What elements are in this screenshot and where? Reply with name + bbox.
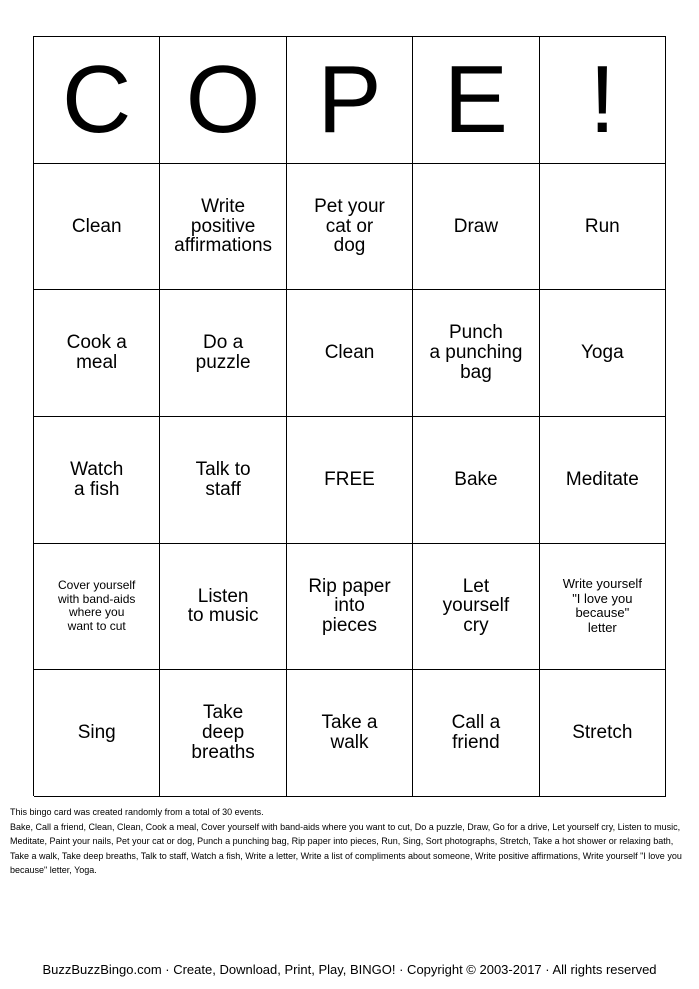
- bingo-row: [34, 417, 666, 544]
- bingo-cell: [540, 164, 666, 291]
- bingo-cell: [160, 417, 286, 544]
- bingo-cell: [287, 670, 413, 797]
- cell-text: Yoga: [581, 342, 624, 364]
- header-cell: [160, 37, 286, 164]
- card-info: [10, 805, 690, 878]
- header-letter: C: [62, 45, 132, 153]
- bingo-row: [34, 164, 666, 291]
- bingo-cell: [413, 417, 539, 544]
- cell-text: Talk to staff: [195, 458, 251, 500]
- bingo-row: [34, 670, 666, 797]
- cell-text: Do a puzzle: [195, 332, 251, 374]
- cell-text: Cover yourself with band-aids where you want to cut: [58, 577, 136, 634]
- bingo-cell: [287, 290, 413, 417]
- header-letter: O: [185, 45, 261, 153]
- header-letter: E: [443, 45, 508, 153]
- cell-text: Sing: [77, 722, 116, 744]
- bingo-row: [34, 544, 666, 671]
- bingo-cell: [160, 164, 286, 291]
- cell-text: Call a friend: [451, 712, 501, 754]
- bingo-cell: [34, 670, 160, 797]
- bingo-cell: [540, 544, 666, 671]
- cell-text: Run: [584, 215, 620, 237]
- bingo-row: [34, 290, 666, 417]
- header-cell: [287, 37, 413, 164]
- bingo-cell: [34, 164, 160, 291]
- cell-text: Watch a fish: [70, 458, 124, 500]
- header-letter: P: [317, 45, 382, 153]
- cell-text: Take deep breaths: [191, 702, 255, 764]
- bingo-cell: [34, 417, 160, 544]
- cell-text: Rip paper into pieces: [308, 575, 391, 637]
- bingo-cell: [287, 164, 413, 291]
- free-cell: [287, 417, 413, 544]
- bingo-cell: [413, 544, 539, 671]
- cell-text: Cook a meal: [66, 332, 127, 374]
- bingo-cell: [540, 290, 666, 417]
- header-letter: !: [588, 45, 616, 153]
- header-cell: [413, 37, 539, 164]
- cell-text: Bake: [454, 468, 498, 490]
- cell-text: Write yourself "I love you because" letter: [562, 575, 642, 636]
- cell-text: Punch a punching bag: [429, 322, 523, 384]
- header-cell: [540, 37, 666, 164]
- creation-note: This bingo card was created randomly from a total of 30 events.: [10, 807, 264, 817]
- cell-text: Let yourself cry: [442, 575, 510, 637]
- bingo-cell: [413, 670, 539, 797]
- cell-text: Meditate: [565, 468, 639, 490]
- cell-text: Clean: [324, 342, 375, 364]
- bingo-cell: [160, 544, 286, 671]
- bingo-cell: [160, 670, 286, 797]
- footer: BuzzBuzzBingo.com · Create, Download, Print, Play, BINGO! · Copyright © 2003-2017 · All rights reserved: [42, 962, 657, 977]
- bingo-cell: [540, 670, 666, 797]
- cell-text: Take a walk: [321, 712, 378, 754]
- bingo-cell: [413, 290, 539, 417]
- bingo-cell: [287, 544, 413, 671]
- header-cell: [34, 37, 160, 164]
- cell-text: Listen to music: [187, 585, 259, 627]
- bingo-cell: [540, 417, 666, 544]
- cell-text: Pet your cat or dog: [314, 195, 385, 257]
- bingo-cell: [413, 164, 539, 291]
- event-list: Bake, Call a friend, Clean, Clean, Cook a meal, Cover yourself with band-aids where you want to cut, Do a puzzle, Draw, Go for a drive, Let yourself cry, Listen to music, Meditate, Paint your nails, Pet your cat or dog, Punch a punching bag, Rip paper into pieces, Run, Sing, Sort photographs, Stretch, Take a hot shower or relaxing bath, Take a walk, Take deep breaths, Talk to staff, Watch a fish, Write a letter, Write a list of compliments about someone, Write positive affirmations, Write yourself "I love you because" letter, Yoga.: [10, 821, 682, 875]
- cell-text: Stretch: [572, 722, 633, 744]
- bingo-cell: [160, 290, 286, 417]
- cell-text: Clean: [71, 215, 122, 237]
- bingo-card: [33, 36, 666, 796]
- header-row: [34, 37, 666, 164]
- bingo-cell: [34, 290, 160, 417]
- cell-text: Draw: [453, 215, 499, 237]
- cell-text: Write positive affirmations: [174, 195, 273, 257]
- cell-text: FREE: [324, 468, 375, 490]
- bingo-cell: [34, 544, 160, 671]
